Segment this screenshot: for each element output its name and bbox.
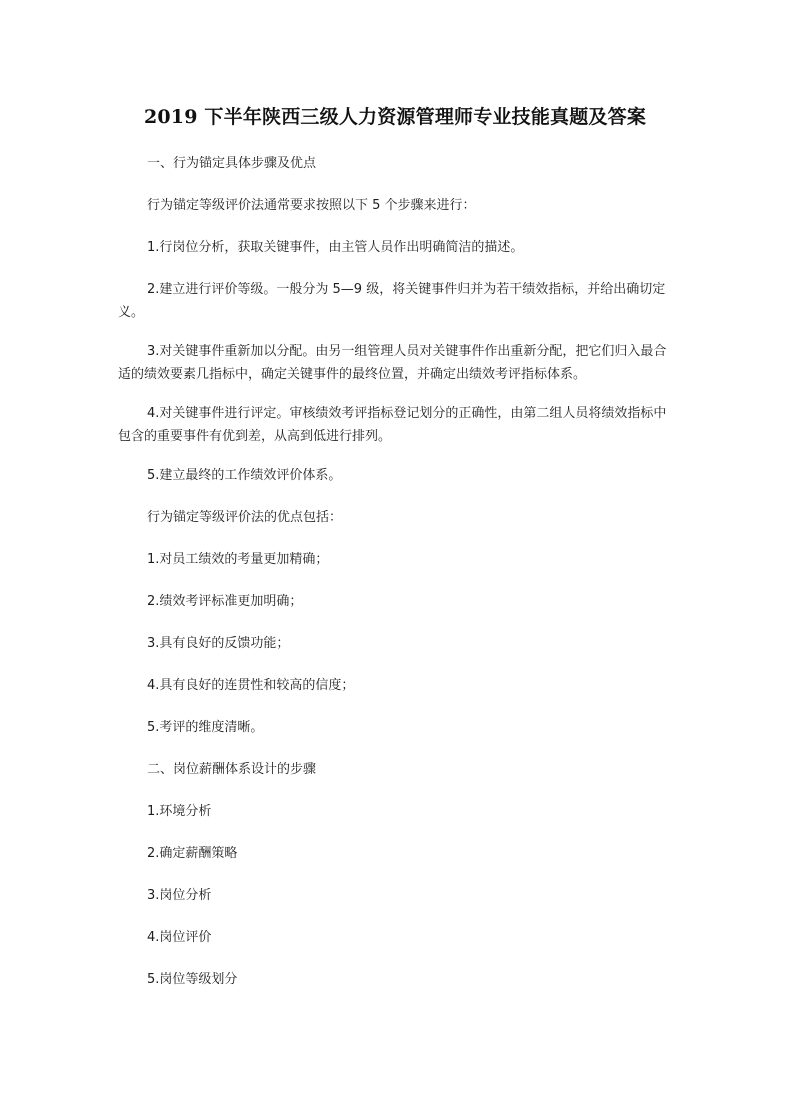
list-item: 4.对关键事件进行评定。审核绩效考评指标登记划分的正确性，由第二组人员将绩效指标中包含的重要事件有优到差，从高到低进行排列。 [118, 406, 667, 444]
section-heading: 一、行为锚定具体步骤及优点 [147, 156, 317, 171]
list-item: 3.对关键事件重新加以分配。由另一组管理人员对关键事件作出重新分配，把它们归入最合适的绩效要素几指标中，确定关键事件的最终位置，并确定出绩效考评指标体系。 [118, 344, 667, 382]
list-item: 2.建立进行评价等级。一般分为 5—9 级，将关键事件归并为若干绩效指标，并给出确切定义。 [118, 282, 666, 320]
list-item: 3.具有良好的反馈功能； [147, 636, 290, 651]
list-item: 2.确定薪酬策略 [147, 846, 238, 861]
list-item: 2.绩效考评标准更加明确； [147, 594, 303, 609]
section-heading: 二、岗位薪酬体系设计的步骤 [147, 762, 317, 777]
list-item: 1.对员工绩效的考量更加精确； [147, 552, 329, 567]
list-item: 4.岗位评价 [147, 930, 212, 945]
list-item: 1.行岗位分析，获取关键事件，由主管人员作出明确简洁的描述。 [147, 240, 524, 255]
list-item: 1.环境分析 [147, 804, 212, 819]
paragraph: 行为锚定等级评价法的优点包括： [147, 510, 343, 525]
list-item: 5.建立最终的工作绩效评价体系。 [147, 468, 342, 483]
list-item: 5.考评的维度清晰。 [147, 720, 264, 735]
document-title: 2019 下半年陕西三级人力资源管理师专业技能真题及答案 [143, 106, 647, 128]
list-item: 3.岗位分析 [147, 888, 212, 903]
document-body [118, 152, 678, 1010]
list-item: 4.具有良好的连贯性和较高的信度； [147, 678, 355, 693]
list-item: 5.岗位等级划分 [147, 972, 238, 987]
paragraph: 行为锚定等级评价法通常要求按照以下 5 个步骤来进行： [147, 198, 476, 213]
